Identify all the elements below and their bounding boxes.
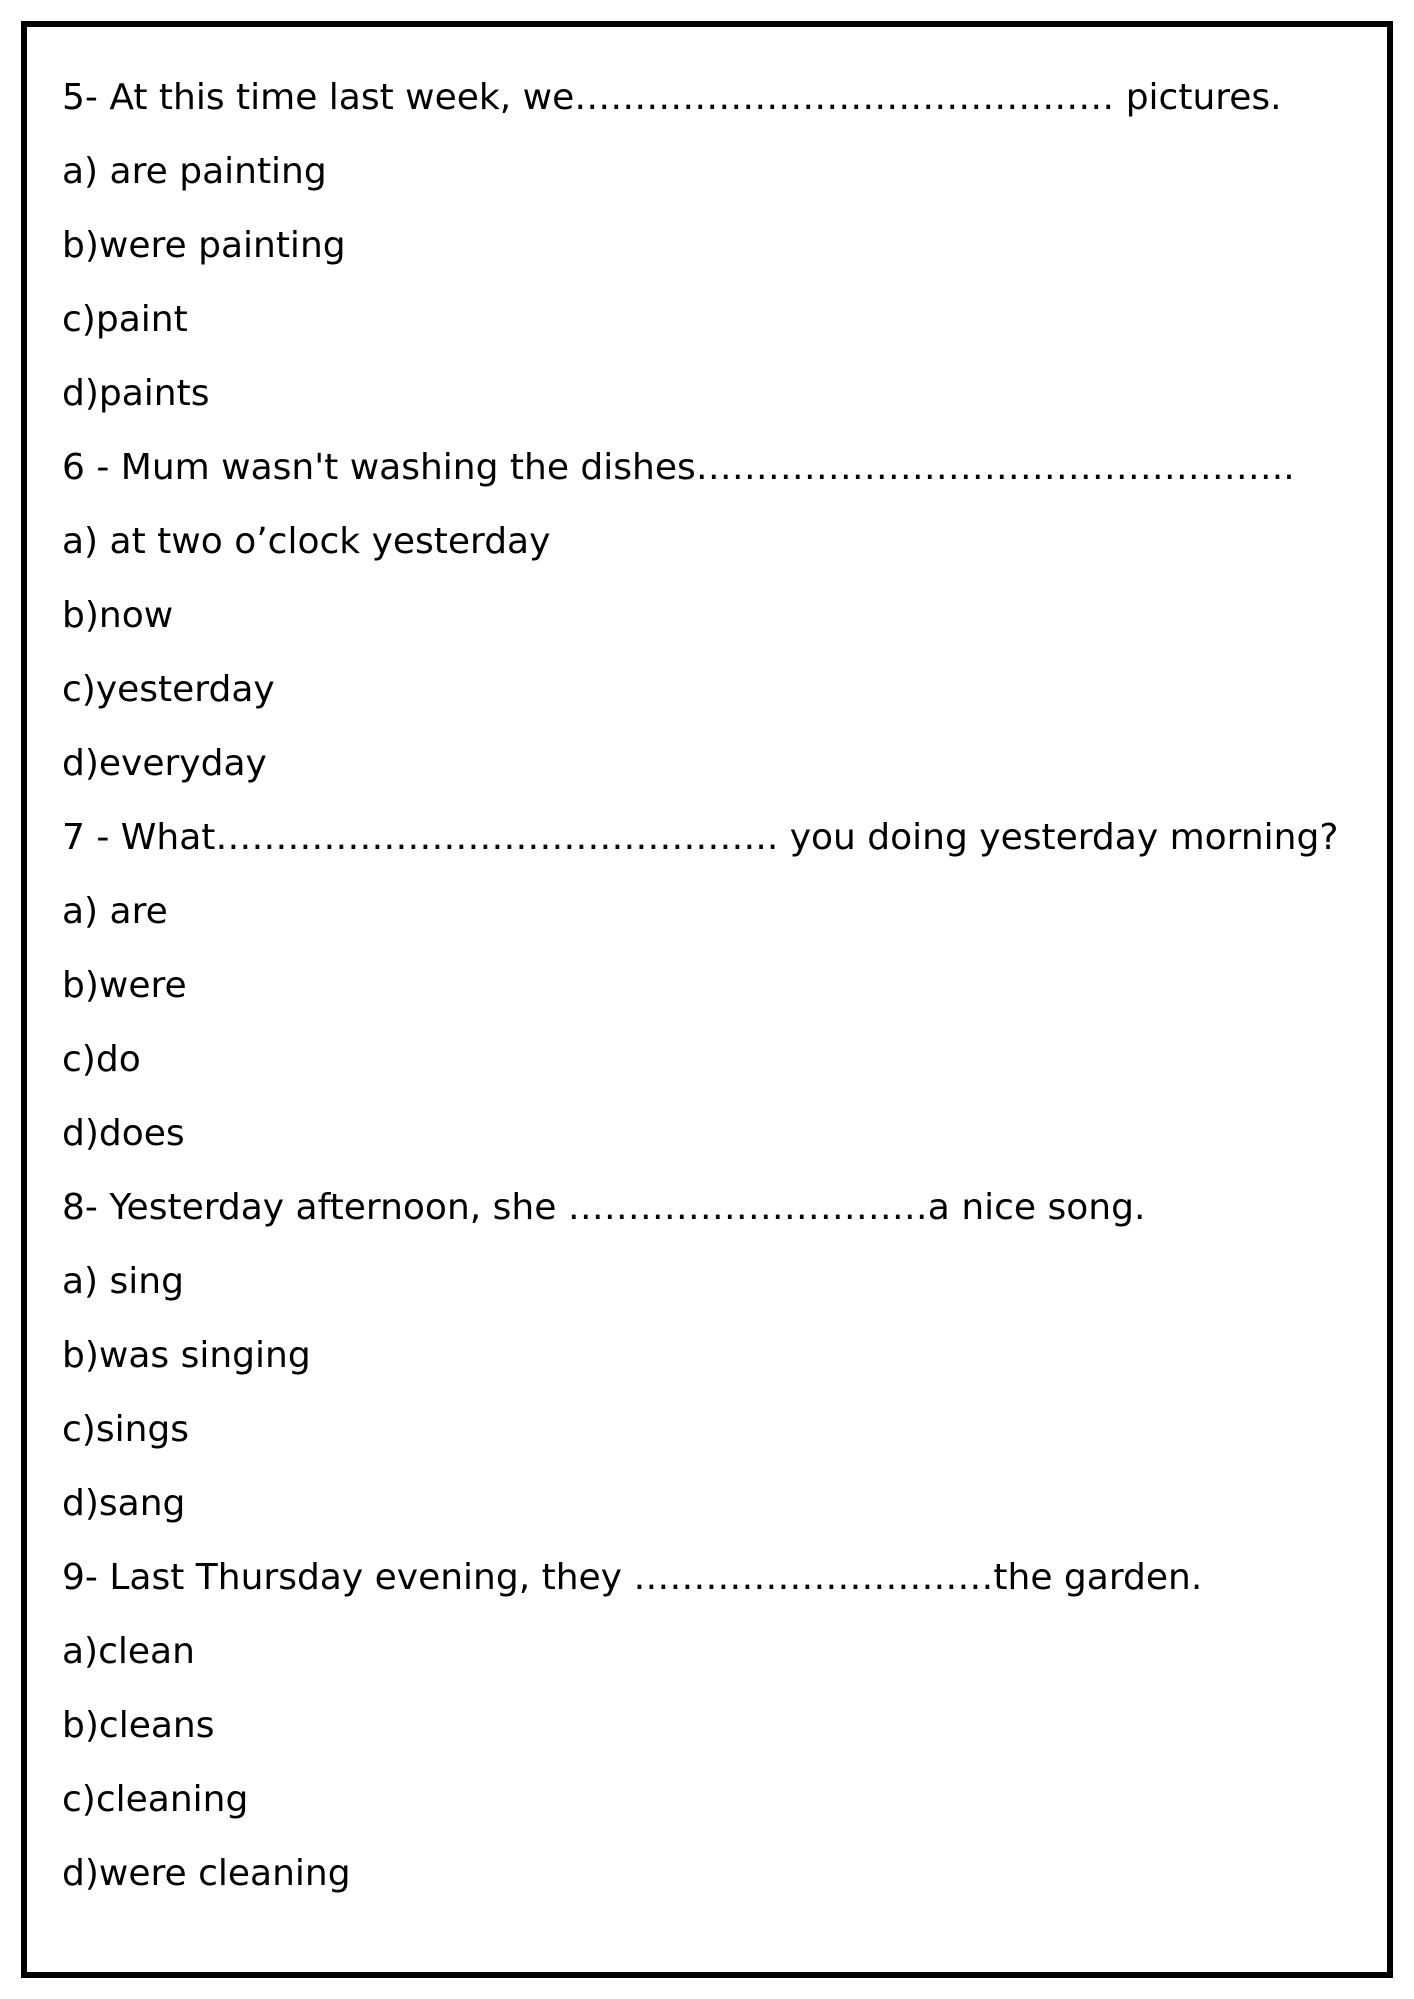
option-d: d)sang — [62, 1483, 186, 1524]
question-8 — [62, 1176, 1362, 1546]
question-stem: 7 - What……………………………………….. you doing yesterday morning? — [62, 817, 1339, 858]
question-7 — [62, 806, 1362, 1176]
option-c: c)paint — [62, 299, 188, 340]
option-d: d)were cleaning — [62, 1853, 351, 1894]
option-d: d)does — [62, 1113, 185, 1154]
option-a: a) are — [62, 891, 168, 932]
question-stem: 9- Last Thursday evening, they …………………………the garden. — [62, 1557, 1203, 1598]
option-d: d)everyday — [62, 743, 267, 784]
option-b: b)were painting — [62, 225, 346, 266]
option-a: a) at two o’clock yesterday — [62, 521, 551, 562]
option-d: d)paints — [62, 373, 210, 414]
option-c: c)cleaning — [62, 1779, 249, 1820]
question-stem: 8- Yesterday afternoon, she …………………………a nice song. — [62, 1187, 1146, 1228]
worksheet — [62, 66, 1362, 1916]
option-b: b)now — [62, 595, 174, 636]
option-b: b)cleans — [62, 1705, 215, 1746]
option-a: a)clean — [62, 1631, 195, 1672]
question-stem: 6 - Mum wasn't washing the dishes………………………………………….. — [62, 447, 1295, 488]
question-5 — [62, 66, 1362, 436]
question-stem: 5- At this time last week, we……………………………………… pictures. — [62, 77, 1282, 118]
option-c: c)yesterday — [62, 669, 275, 710]
option-a: a) sing — [62, 1261, 184, 1302]
option-c: c)sings — [62, 1409, 190, 1450]
option-b: b)was singing — [62, 1335, 311, 1376]
option-c: c)do — [62, 1039, 141, 1080]
question-6 — [62, 436, 1362, 806]
option-a: a) are painting — [62, 151, 327, 192]
question-9 — [62, 1546, 1362, 1916]
option-b: b)were — [62, 965, 187, 1006]
